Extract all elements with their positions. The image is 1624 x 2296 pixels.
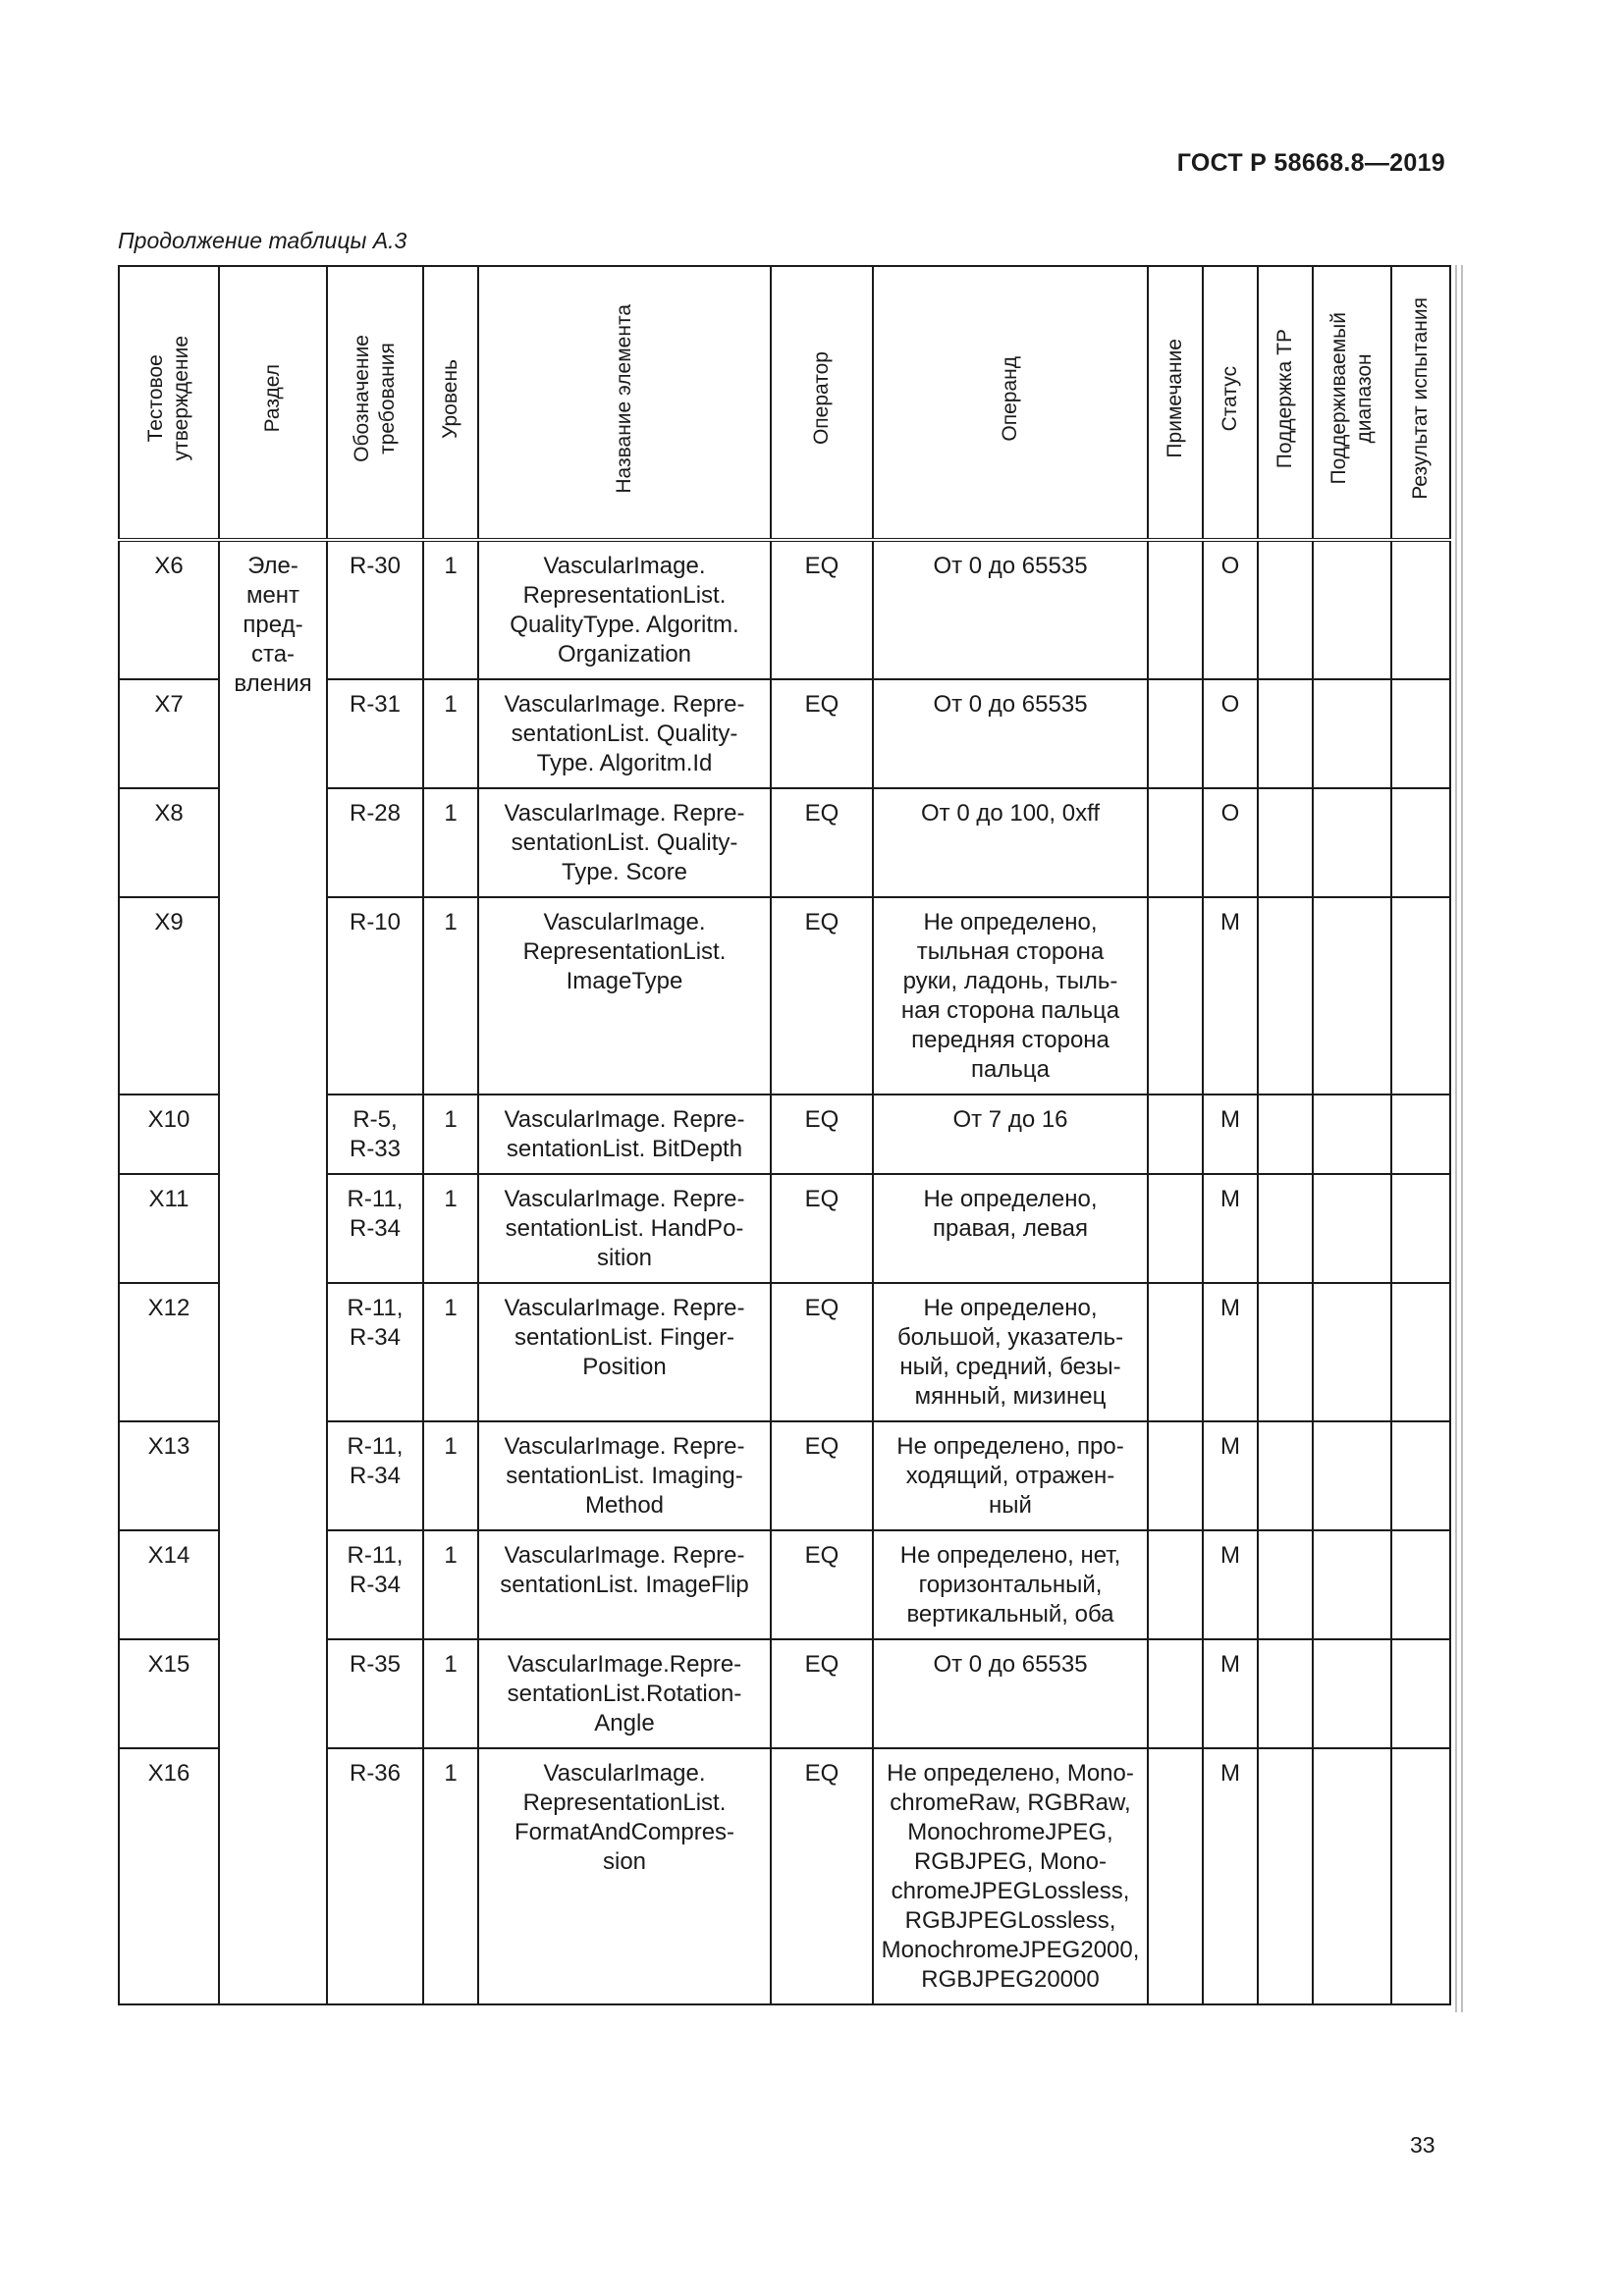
cell-requirement-id: R-30 (327, 540, 423, 679)
cell-tr-support (1258, 540, 1313, 679)
cell-level: 1 (423, 1095, 478, 1174)
cell-status: O (1203, 788, 1258, 897)
cell-tr-support (1258, 897, 1313, 1095)
cell-test-statement: X6 (119, 540, 219, 679)
cell-supported-range (1313, 1748, 1391, 2004)
cell-status: M (1203, 1639, 1258, 1748)
cell-element-name: VascularImage. Repre- sentationList. Quality- Type. Score (478, 788, 771, 897)
cell-note (1148, 1283, 1203, 1421)
cell-test-statement: X16 (119, 1748, 219, 2004)
cell-requirement-id: R-35 (327, 1639, 423, 1748)
cell-tr-support (1258, 1095, 1313, 1174)
cell-operator: EQ (771, 540, 873, 679)
cell-test-result (1391, 1095, 1450, 1174)
cell-element-name: VascularImage. Repre- sentationList. BitDepth (478, 1095, 771, 1174)
cell-supported-range (1313, 1530, 1391, 1639)
cell-test-result (1391, 1421, 1450, 1530)
cell-test-statement: X12 (119, 1283, 219, 1421)
cell-operand: От 0 до 65535 (873, 679, 1148, 788)
table-header-row (119, 266, 1450, 540)
cell-supported-range (1313, 1174, 1391, 1283)
cell-level: 1 (423, 1421, 478, 1530)
header-operand: Операнд (873, 266, 1148, 540)
header-note: Примечание (1148, 266, 1203, 540)
cell-requirement-id: R-36 (327, 1748, 423, 2004)
cell-status: M (1203, 1283, 1258, 1421)
cell-supported-range (1313, 1421, 1391, 1530)
cell-section: Эле- мент пред- ста- вления (219, 540, 327, 2004)
cell-requirement-id: R-11, R-34 (327, 1174, 423, 1283)
cell-tr-support (1258, 1748, 1313, 2004)
cell-operator: EQ (771, 1095, 873, 1174)
cell-note (1148, 1530, 1203, 1639)
header-section: Раздел (219, 266, 327, 540)
cell-operator: EQ (771, 679, 873, 788)
cell-note (1148, 1095, 1203, 1174)
header-requirement-id: Обозначение требования (327, 266, 423, 540)
cell-level: 1 (423, 1639, 478, 1748)
header-test-result: Результат испытания (1391, 266, 1450, 540)
cell-test-statement: X7 (119, 679, 219, 788)
cell-level: 1 (423, 540, 478, 679)
cell-operand: Не определено, правая, левая (873, 1174, 1148, 1283)
cell-note (1148, 1748, 1203, 2004)
cell-test-result (1391, 1283, 1450, 1421)
cell-element-name: VascularImage. Repre- sentationList. Finger- Position (478, 1283, 771, 1421)
cell-tr-support (1258, 1421, 1313, 1530)
cell-operand: Не определено, тыльная сторона руки, ладонь, тыль- ная сторона пальца передняя сторона пальца (873, 897, 1148, 1095)
header-supported-range: Поддерживаемый диапазон (1313, 266, 1391, 540)
cell-supported-range (1313, 788, 1391, 897)
cell-operator: EQ (771, 1530, 873, 1639)
cell-element-name: VascularImage. Repre- sentationList. Imaging- Method (478, 1421, 771, 1530)
cell-requirement-id: R-11, R-34 (327, 1530, 423, 1639)
cell-test-statement: X8 (119, 788, 219, 897)
requirements-table (118, 265, 1451, 2005)
cell-operand: От 0 до 100, 0xff (873, 788, 1148, 897)
cell-supported-range (1313, 897, 1391, 1095)
cell-operator: EQ (771, 897, 873, 1095)
cell-element-name: VascularImage. Repre- sentationList. ImageFlip (478, 1530, 771, 1639)
cell-requirement-id: R-11, R-34 (327, 1421, 423, 1530)
cell-test-statement: X11 (119, 1174, 219, 1283)
cell-level: 1 (423, 1283, 478, 1421)
cell-operator: EQ (771, 1174, 873, 1283)
cell-level: 1 (423, 1748, 478, 2004)
cell-note (1148, 1174, 1203, 1283)
cell-test-statement: X14 (119, 1530, 219, 1639)
cell-test-result (1391, 1639, 1450, 1748)
cell-operator: EQ (771, 1283, 873, 1421)
cell-test-statement: X9 (119, 897, 219, 1095)
page-number: 33 (1410, 2132, 1435, 2158)
standard-code: ГОСТ Р 58668.8—2019 (1176, 149, 1445, 177)
cell-operator: EQ (771, 788, 873, 897)
cell-status: M (1203, 897, 1258, 1095)
cell-test-result (1391, 540, 1450, 679)
cell-status: O (1203, 679, 1258, 788)
cell-status: M (1203, 1530, 1258, 1639)
cell-element-name: VascularImage. RepresentationList. QualityType. Algoritm. Organization (478, 540, 771, 679)
cell-supported-range (1313, 1095, 1391, 1174)
cell-test-statement: X13 (119, 1421, 219, 1530)
cell-test-result (1391, 1530, 1450, 1639)
cell-status: O (1203, 540, 1258, 679)
cell-supported-range (1313, 540, 1391, 679)
header-tr-support: Поддержка ТР (1258, 266, 1313, 540)
cell-requirement-id: R-5, R-33 (327, 1095, 423, 1174)
cell-level: 1 (423, 788, 478, 897)
cell-note (1148, 788, 1203, 897)
cell-level: 1 (423, 897, 478, 1095)
cell-note (1148, 1421, 1203, 1530)
cell-operand: Не определено, нет, горизонтальный, вертикальный, оба (873, 1530, 1148, 1639)
cell-operand: Не определено, про- ходящий, отражен- ный (873, 1421, 1148, 1530)
cell-status: M (1203, 1174, 1258, 1283)
cell-element-name: VascularImage.Repre- sentationList.Rotation- Angle (478, 1639, 771, 1748)
header-element-name: Название элемента (478, 266, 771, 540)
cell-tr-support (1258, 788, 1313, 897)
cell-tr-support (1258, 1639, 1313, 1748)
table-caption: Продолжение таблицы А.3 (118, 228, 407, 253)
cell-element-name: VascularImage. RepresentationList. ImageType (478, 897, 771, 1095)
cell-note (1148, 679, 1203, 788)
cell-test-result (1391, 679, 1450, 788)
header-status: Статус (1203, 266, 1258, 540)
cell-level: 1 (423, 679, 478, 788)
cell-tr-support (1258, 1174, 1313, 1283)
cell-operand: От 7 до 16 (873, 1095, 1148, 1174)
cell-supported-range (1313, 1639, 1391, 1748)
cell-note (1148, 897, 1203, 1095)
cell-requirement-id: R-31 (327, 679, 423, 788)
cell-operand: Не определено, большой, указатель- ный, средний, безы- мянный, мизинец (873, 1283, 1148, 1421)
cell-requirement-id: R-10 (327, 897, 423, 1095)
cell-operator: EQ (771, 1748, 873, 2004)
cell-test-result (1391, 897, 1450, 1095)
cell-operand: Не определено, Mono- chromeRaw, RGBRaw, MonochromeJPEG, RGBJPEG, Mono- chromeJPEGLossless, RGBJPEGLossless, MonochromeJPEG2000, RGBJPEG20000 (873, 1748, 1148, 2004)
cell-requirement-id: R-28 (327, 788, 423, 897)
cell-status: M (1203, 1095, 1258, 1174)
cell-tr-support (1258, 1530, 1313, 1639)
cell-supported-range (1313, 679, 1391, 788)
cell-element-name: VascularImage. Repre- sentationList. HandPo- sition (478, 1174, 771, 1283)
cell-tr-support (1258, 1283, 1313, 1421)
cell-operator: EQ (771, 1639, 873, 1748)
cell-status: M (1203, 1748, 1258, 2004)
cell-note (1148, 1639, 1203, 1748)
cell-test-result (1391, 1174, 1450, 1283)
table-row (119, 540, 1450, 679)
cell-requirement-id: R-11, R-34 (327, 1283, 423, 1421)
header-test-statement: Тестовое утверждение (119, 266, 219, 540)
cell-level: 1 (423, 1530, 478, 1639)
cell-test-result (1391, 788, 1450, 897)
cell-element-name: VascularImage. Repre- sentationList. Quality- Type. Algoritm.Id (478, 679, 771, 788)
cell-operator: EQ (771, 1421, 873, 1530)
cell-tr-support (1258, 679, 1313, 788)
cell-operand: От 0 до 65535 (873, 1639, 1148, 1748)
header-level: Уровень (423, 266, 478, 540)
cell-status: M (1203, 1421, 1258, 1530)
cell-note (1148, 540, 1203, 679)
cell-test-result (1391, 1748, 1450, 2004)
cell-operand: От 0 до 65535 (873, 540, 1148, 679)
header-operator: Оператор (771, 266, 873, 540)
cell-test-statement: X15 (119, 1639, 219, 1748)
cell-element-name: VascularImage. RepresentationList. FormatAndCompres- sion (478, 1748, 771, 2004)
margin-line (1455, 265, 1463, 2012)
cell-supported-range (1313, 1283, 1391, 1421)
cell-test-statement: X10 (119, 1095, 219, 1174)
cell-level: 1 (423, 1174, 478, 1283)
